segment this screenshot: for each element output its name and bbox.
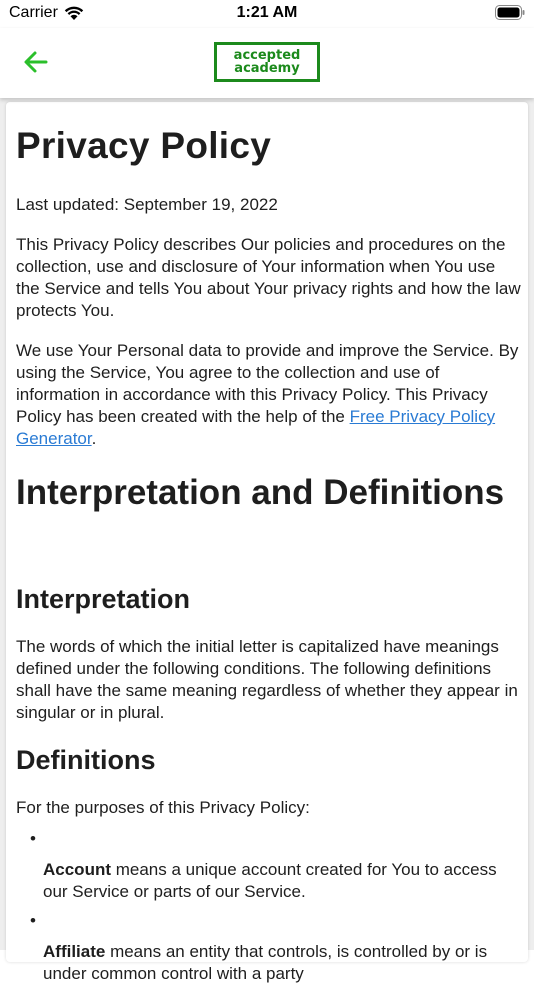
back-arrow-icon[interactable]	[22, 48, 50, 76]
usage-text-end: .	[91, 429, 97, 448]
usage-text: We use Your Personal data to provide and improve the Service. By using the Service, You agree to the collection and use of information in accordance with this Privacy Policy. This Privacy Policy has been created with the help of the	[16, 341, 519, 426]
usage-paragraph	[16, 340, 521, 450]
privacy-generator-link[interactable]: Free Privacy Policy Generator	[16, 407, 496, 448]
interpretation-heading: Interpretation	[16, 584, 191, 614]
list-bullet: •	[30, 911, 36, 930]
term-affiliate: Affiliate	[43, 942, 106, 961]
section-heading: Interpretation and Definitions	[16, 473, 505, 512]
status-bar	[0, 0, 534, 28]
definition-account: means a unique account created for You to access our Service or parts of our Service.	[43, 860, 497, 901]
definitions-intro: For the purposes of this Privacy Policy:	[16, 798, 310, 817]
definitions-heading: Definitions	[16, 745, 156, 775]
carrier-label: Carrier	[9, 4, 58, 21]
list-item	[43, 941, 521, 985]
interpretation-paragraph: The words of which the initial letter is capitalized have meanings defined under the following conditions. The following definitions shall have the same meaning regardless of whether they appear in singular or in plural.	[16, 637, 518, 722]
app-header	[0, 28, 534, 98]
app-logo	[214, 42, 320, 82]
page-title: Privacy Policy	[16, 125, 272, 166]
logo-text-line2: academy	[234, 61, 300, 76]
list-item	[43, 859, 521, 903]
last-updated: Last updated: September 19, 2022	[16, 195, 278, 214]
document-card	[6, 102, 528, 983]
intro-paragraph: This Privacy Policy describes Our policies and procedures on the collection, use and disclosure of Your information when You use the Service and tells You about Your privacy rights and how the law protects You.	[16, 235, 521, 320]
list-bullet: •	[30, 829, 36, 848]
clock: 1:21 AM	[236, 4, 298, 21]
term-account: Account	[43, 860, 111, 879]
logo-text-line1: accepted	[233, 48, 301, 63]
battery-icon	[495, 5, 525, 20]
definition-affiliate: means an entity that controls, is controlled by or is under common control with a party	[43, 942, 488, 983]
